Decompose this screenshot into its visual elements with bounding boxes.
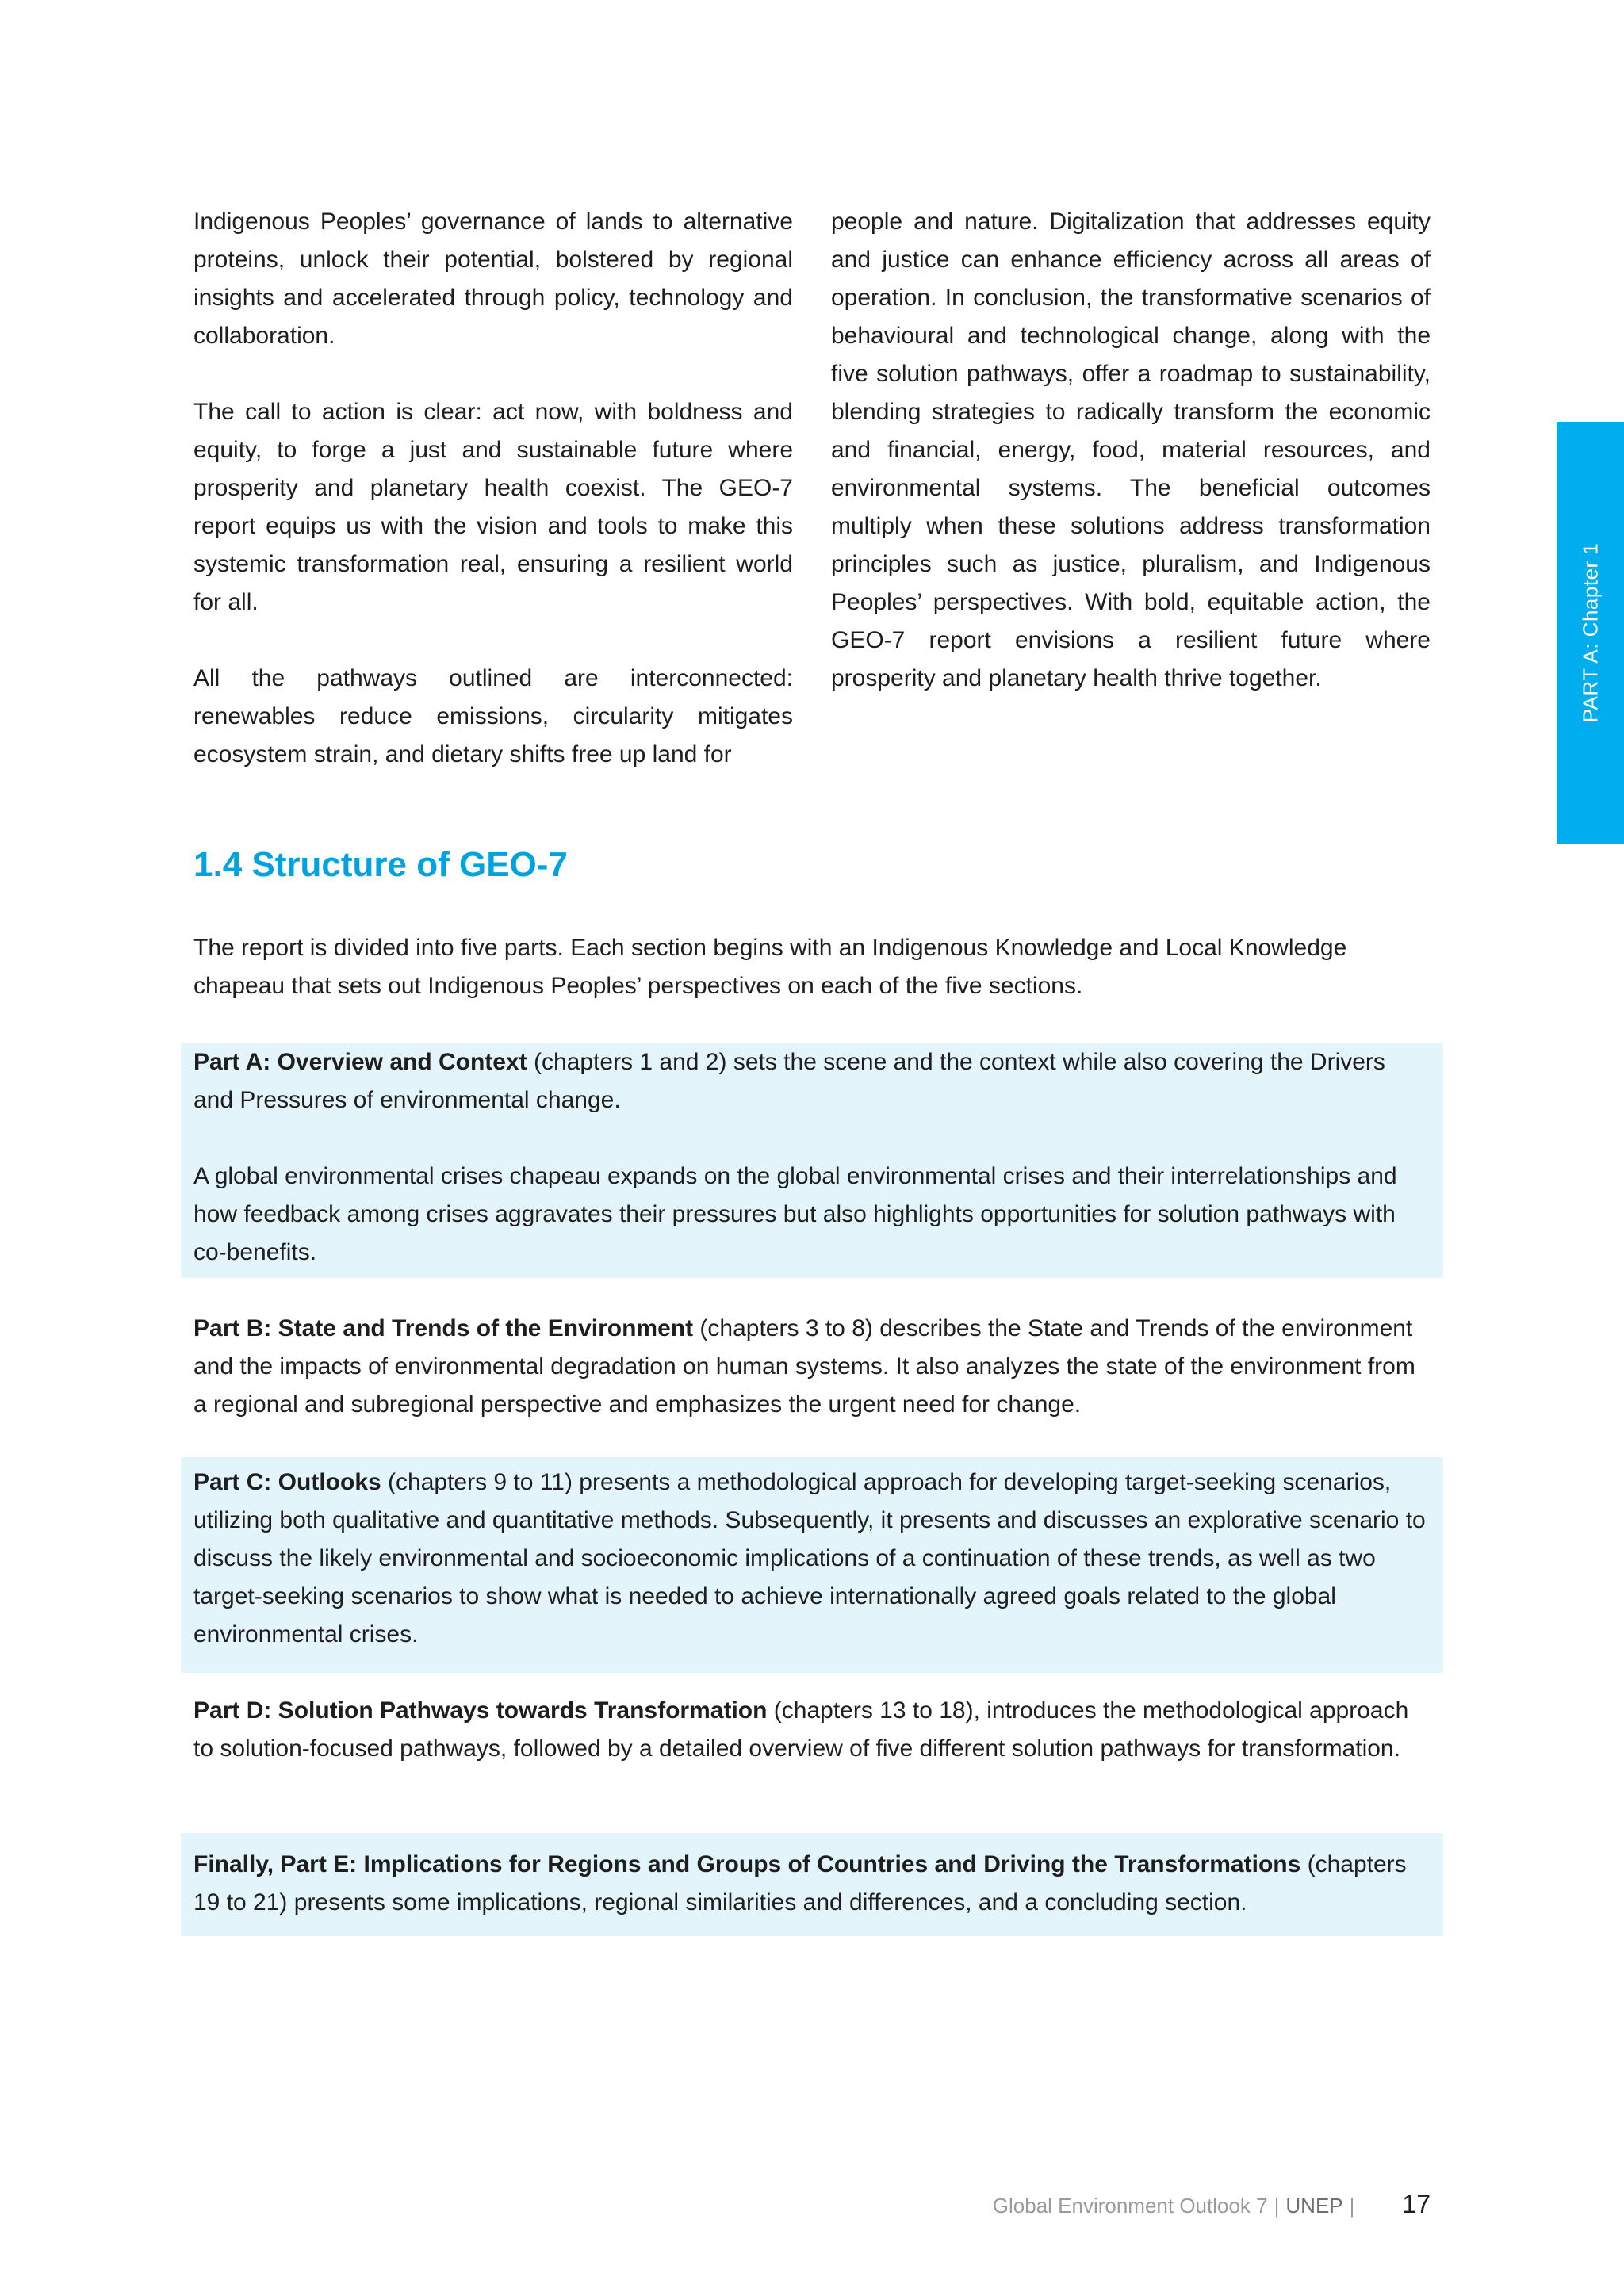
footer-separator-end: | [1349,2194,1355,2218]
part-d-text: (chapters 13 to 18), introduces the methodological approach to solution-focused pathways, followed by a detailed overview of five different solution pathways for transformation. [193,1697,1409,1762]
right-paragraph-1: people and nature. Digitalization that addresses equity and justice can enhance efficiency across all areas of operation. In conclusion, the transformative scenarios of behavioural and technological change, along with the five solution pathways, offer a roadmap to sustainability, blending strategies to radically transform the economic and financial, energy, food, material resources, and environmental systems. The beneficial outcomes multiply when these solutions address transformation principles such as justice, pluralism, and Indigenous Peoples’ perspectives. With bold, equitable action, the GEO-7 report envisions a resilient future where prosperity and planetary health thrive together. [831,209,1431,691]
part-a-extra: A global environmental crises chapeau expands on the global environmental crises and their interrelationships and how feedback among crises aggravates their pressures but also highlights opportunities for solution pathways with co-benefits. [193,1163,1397,1265]
part-b-text: (chapters 3 to 8) describes the State and Trends of the environment and the impacts of environmental degradation on human systems. It also analyzes the state of the environment from a regional and subregional perspective and emphasizes the urgent need for change. [193,1315,1415,1418]
right-column [831,203,1431,774]
part-e-block [181,1833,1443,1936]
footer-publication: Global Environment Outlook 7 [992,2194,1268,2218]
footer-organization: UNEP [1285,2194,1343,2218]
left-column [193,203,793,774]
part-e-heading: Finally, Part E: Implications for Regions and Groups of Countries and Driving the Transformations [193,1851,1301,1877]
part-c-paragraph [193,1457,1431,1654]
footer-separator: | [1274,2194,1280,2218]
part-b-block [181,1310,1443,1424]
part-e-paragraph [193,1833,1431,1922]
page-number: 17 [1402,2190,1431,2218]
page-footer [993,2190,1431,2219]
part-c-block [181,1457,1443,1673]
left-paragraph-2: The call to action is clear: act now, with boldness and equity, to forge a just and sustainable future where prosperity and planetary health coexist. The GEO-7 report equips us with the vision and tools to make this systemic transformation real, ensuring a resilient world for all. [193,399,793,615]
part-a-block [181,1043,1443,1278]
chapter-tab-label: PART A: Chapter 1 [1578,542,1602,723]
part-c-text: (chapters 9 to 11) presents a methodological approach for developing target-seeking scenarios, utilizing both qualitative and quantitative methods. Subsequently, it presents and discusses an explorative scenario to discuss the likely environmental and socioeconomic implications of a continuation of these trends, as well as two target-seeking scenarios to show what is needed to achieve internationally agreed goals related to the global environmental crises. [193,1469,1426,1647]
part-d-block [181,1692,1443,1768]
part-d-paragraph [193,1692,1431,1768]
part-a-heading: Part A: Overview and Context [193,1049,527,1075]
part-b-heading: Part B: State and Trends of the Environment [193,1315,694,1341]
part-a-paragraph [193,1043,1431,1119]
part-d-heading: Part D: Solution Pathways towards Transformation [193,1697,768,1724]
chapter-side-tab [1557,422,1624,844]
part-b-paragraph [193,1310,1431,1424]
section-intro: The report is divided into five parts. Each section begins with an Indigenous Knowledge and Local Knowledge chapeau that sets out Indigenous Peoples’ perspectives on each of the five sections. [193,935,1347,999]
part-c-heading: Part C: Outlooks [193,1469,381,1495]
part-a-text: (chapters 1 and 2) sets the scene and the context while also covering the Drivers and Pressures of environmental change. [193,1049,1385,1113]
left-paragraph-3: All the pathways outlined are interconnected: renewables reduce emissions, circularity mitigates ecosystem strain, and dietary shifts free up land for [193,665,793,767]
section-title: 1.4 Structure of GEO-7 [193,845,568,884]
left-paragraph-1: Indigenous Peoples’ governance of lands to alternative proteins, unlock their potential, bolstered by regional insights and accelerated through policy, technology and collaboration. [193,209,793,349]
part-e-text: (chapters 19 to 21) presents some implications, regional similarities and differences, and a concluding section. [193,1851,1407,1915]
two-column-text [193,203,1431,774]
